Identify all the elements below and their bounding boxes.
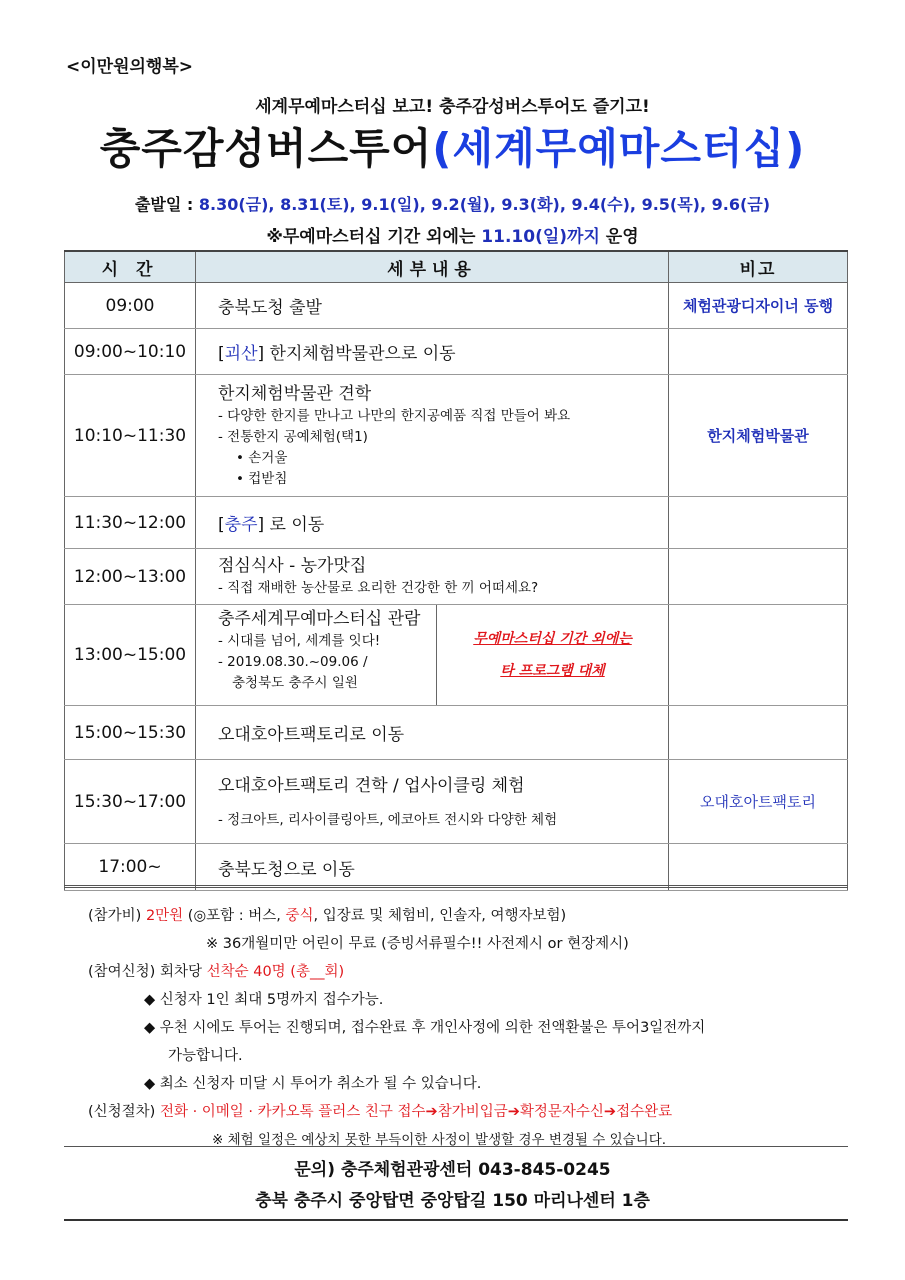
bullet-item: ◆ 최소 신청자 미달 시 투어가 취소가 될 수 있습니다.: [144, 1076, 482, 1092]
apply-red: 선착순 40명 (총__회): [206, 964, 345, 980]
row-bigo: 오대호아트팩토리: [669, 760, 848, 844]
row-main: 점심식사 - 농가맛집: [218, 556, 367, 576]
row-sub: - 2019.08.30.~09.06 /: [218, 654, 368, 670]
alt-note-line: 무예마스터십 기간 외에는: [473, 631, 632, 647]
row-item: • 컵받침: [236, 470, 288, 487]
program-tag: <이만원의행복>: [66, 57, 194, 77]
fee-incl-red: 중식: [285, 908, 314, 924]
apply-line: [88, 958, 808, 986]
bracket-open: [: [218, 344, 225, 364]
bracket-open: [: [218, 515, 225, 535]
row-bigo: 한지체험박물관: [669, 375, 848, 497]
region-label: 괴산: [224, 344, 258, 364]
contact-divider: [64, 1146, 848, 1147]
subtitle: 세계무예마스터십 보고! 충주감성버스투어도 즐기고!: [255, 97, 650, 117]
alternative-program-note: [437, 605, 668, 705]
table-row: [65, 605, 848, 706]
row-sub: - 전통한지 공예체험(택1): [218, 428, 368, 445]
note-suffix: 운영: [599, 227, 639, 247]
bullet-item-cont: 가능합니다.: [168, 1048, 243, 1064]
row-item: • 손거울: [236, 449, 288, 466]
row-main: 오대호아트팩토리 견학 / 업사이클링 체험: [218, 776, 525, 796]
contact-block: [0, 1155, 905, 1217]
row-time: 13:00~15:00: [65, 605, 196, 706]
row-content: 오대호아트팩토리로 이동: [196, 706, 669, 760]
table-row: [65, 283, 848, 329]
row-time: 15:30~17:00: [65, 760, 196, 844]
dates-values: 8.30(금), 8.31(토), 9.1(일), 9.2(월), 9.3(화), 9.4(수), 9.5(목), 9.6(금): [198, 195, 771, 214]
note-prefix: ※무예마스터십 기간 외에는: [266, 227, 482, 247]
note-highlight: 11.10(일)까지: [481, 227, 600, 247]
bullet-item: ◆ 우천 시에도 투어는 진행되며, 접수완료 후 개인사정에 의한 전액환불은 투어3일전까지: [144, 1020, 706, 1036]
row-sub: - 직접 재배한 농산물로 요리한 건강한 한 끼 어떠세요?: [218, 580, 539, 596]
proc-label: (신청절차): [88, 1104, 160, 1120]
page-title: [0, 116, 905, 176]
title-main: 충주감성버스투어: [99, 124, 433, 173]
table-row: [65, 844, 848, 891]
row-time: 09:00: [65, 283, 196, 329]
table-row: [65, 329, 848, 375]
procedure-line: [88, 1098, 808, 1126]
footnote: ※ 체험 일정은 예상치 못한 부득이한 사정이 발생할 경우 변경될 수 있습니다.: [212, 1132, 667, 1148]
row-content: 충북도청으로 이동: [196, 844, 669, 891]
fee-incl-rest: , 입장료 및 체험비, 인솔자, 여행자보험): [313, 908, 567, 924]
fee-note: ※ 36개월미만 어린이 무료 (증빙서류필수!! 사전제시 or 현장제시): [206, 936, 629, 952]
split-cell: [196, 605, 668, 705]
dates-label: 출발일 :: [134, 195, 199, 214]
row-time: 15:00~15:30: [65, 706, 196, 760]
region-label: 충주: [224, 515, 258, 535]
proc-steps: 전화 · 이메일 · 카카오톡 플러스 친구 접수➔참가비입금➔확정문자수신➔접수완료: [159, 1104, 673, 1120]
fee-label: (참가비): [88, 908, 146, 924]
table-row: [65, 549, 848, 605]
row-content: [196, 329, 669, 375]
row-time: 12:00~13:00: [65, 549, 196, 605]
page-end-divider: [64, 1219, 848, 1221]
row-main: 한지체험박물관 견학: [218, 383, 372, 404]
row-sub: - 다양한 한지를 만나고 나만의 한지공예품 직접 만들어 봐요: [218, 407, 571, 424]
row-bigo: [669, 706, 848, 760]
row-sub: - 정크아트, 리사이클링아트, 에코아트 전시와 다양한 체험: [218, 812, 558, 828]
alt-note-line: 타 프로그램 대체: [500, 663, 605, 679]
header-content: 세부내용: [196, 251, 669, 283]
apply-label: (참여신청) 회차당: [88, 964, 207, 980]
row-bigo: [669, 605, 848, 706]
row-bigo: [669, 844, 848, 891]
row-content-left: [196, 605, 437, 705]
table-row: [65, 375, 848, 497]
table-row: [65, 706, 848, 760]
row-content-rest: ] 로 이동: [257, 515, 325, 535]
row-content: [196, 760, 669, 844]
table-bottom-divider: [64, 885, 848, 888]
fee-incl-prefix: (◎포함 : 버스,: [183, 908, 286, 924]
row-content: [196, 605, 669, 706]
header-bigo: 비고: [669, 251, 848, 283]
schedule-table: [64, 250, 848, 891]
header-time: 시 간: [65, 251, 196, 283]
row-sub: - 시대를 넘어, 세계를 잇다!: [218, 633, 381, 649]
table-row: [65, 760, 848, 844]
bullet-item: ◆ 신청자 1인 최대 5명까지 접수가능.: [144, 992, 384, 1008]
row-content: [196, 375, 669, 497]
row-bigo: [669, 497, 848, 549]
row-time: 11:30~12:00: [65, 497, 196, 549]
row-sub: 충청북도 충주시 일원: [232, 675, 358, 691]
row-time: 09:00~10:10: [65, 329, 196, 375]
table-header-row: [65, 251, 848, 283]
table-row: [65, 497, 848, 549]
fee-amount: 2만원: [145, 908, 184, 924]
contact-address: 충북 충주시 중앙탑면 중앙탑길 150 마리나센터 1층: [255, 1191, 650, 1211]
info-section: [88, 902, 808, 1154]
row-time: 10:10~11:30: [65, 375, 196, 497]
row-bigo: [669, 329, 848, 375]
row-content: [196, 497, 669, 549]
operation-note: [0, 222, 905, 247]
title-paren: (세계무예마스터십): [432, 124, 806, 173]
row-main: 충주세계무예마스터십 관람: [218, 609, 421, 629]
row-time: 17:00~: [65, 844, 196, 891]
departure-dates: [0, 192, 905, 215]
fee-line: [88, 902, 808, 930]
row-content-rest: ] 한지체험박물관으로 이동: [257, 344, 456, 364]
row-bigo: [669, 549, 848, 605]
row-content: 충북도청 출발: [196, 283, 669, 329]
row-bigo: 체험관광디자이너 동행: [669, 283, 848, 329]
contact-phone: 문의) 충주체험관광센터 043-845-0245: [294, 1160, 611, 1180]
row-content: [196, 549, 669, 605]
